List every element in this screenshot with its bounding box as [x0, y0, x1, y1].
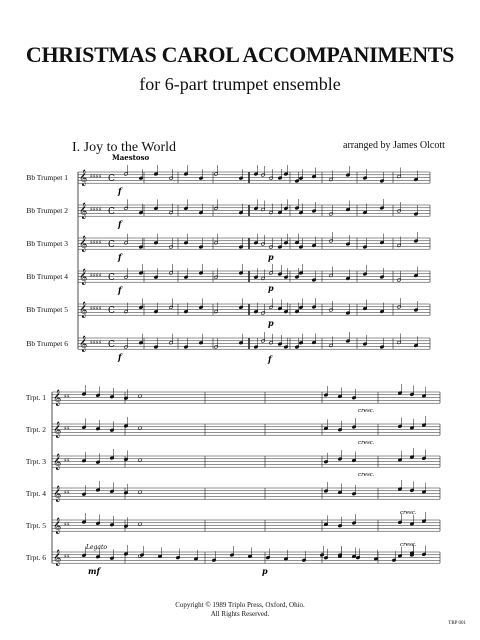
- treble-clef: 𝄞: [53, 390, 62, 406]
- cresc-marking: cresc.: [358, 472, 375, 478]
- copyright-notice: [0, 601, 480, 619]
- part-label: Bb Trumpet 5: [26, 305, 68, 314]
- dynamic-marking: f: [118, 186, 122, 196]
- dynamic-marking: p: [268, 318, 274, 328]
- dynamic-marking: p: [268, 252, 274, 262]
- dynamic-marking: mf: [88, 566, 100, 576]
- catalog-code: TRP 001: [448, 621, 466, 626]
- treble-clef: 𝄞: [79, 236, 88, 252]
- dynamic-marking: f: [118, 352, 122, 362]
- dynamic-marking: p: [268, 283, 274, 293]
- dynamic-marking: f: [268, 354, 272, 364]
- treble-clef: 𝄞: [79, 336, 88, 352]
- part-label: Bb Trumpet 2: [26, 206, 68, 215]
- page-subtitle: for 6-part trumpet ensemble: [139, 74, 341, 94]
- part-label: Trpt. 6: [25, 553, 46, 562]
- treble-clef: 𝄞: [79, 203, 88, 219]
- key-signature: ♯♯: [64, 425, 70, 432]
- treble-clef: 𝄞: [79, 269, 88, 285]
- key-signature: ♯♯♯♯: [90, 206, 102, 213]
- cresc-marking: cresc.: [400, 510, 417, 516]
- key-signature: ♯♯: [64, 521, 70, 528]
- key-signature: ♯♯♯♯: [90, 239, 102, 246]
- cresc-marking: cresc.: [400, 542, 417, 548]
- cresc-marking: cresc.: [358, 408, 375, 414]
- rights-line: All Rights Reserved.: [210, 610, 270, 618]
- key-signature: ♯♯♯♯: [90, 173, 102, 180]
- part-label: Trpt. 2: [25, 425, 46, 434]
- time-signature: C: [108, 240, 115, 250]
- dynamic-marking: p: [262, 566, 268, 576]
- arranger-credit: arranged by James Olcott: [343, 140, 445, 151]
- legato-marking: Legato: [86, 544, 107, 551]
- treble-clef: 𝄞: [53, 518, 62, 534]
- part-label: Bb Trumpet 3: [26, 239, 68, 248]
- key-signature: ♯♯♯♯: [90, 339, 102, 346]
- key-signature: ♯♯♯♯: [90, 272, 102, 279]
- time-signature: C: [108, 306, 115, 316]
- treble-clef: 𝄞: [53, 486, 62, 502]
- treble-clef: 𝄞: [53, 454, 62, 470]
- copyright-line: Copyright © 1989 Triplo Press, Oxford, Ohio.: [175, 601, 305, 609]
- key-signature: ♯♯: [64, 457, 70, 464]
- dynamic-marking: f: [118, 285, 122, 295]
- movement-title: I. Joy to the World: [72, 140, 176, 155]
- time-signature: C: [108, 174, 115, 184]
- tempo-marking: Maestoso: [112, 153, 150, 162]
- part-label: Trpt. 3: [25, 457, 46, 466]
- time-signature: C: [108, 340, 115, 350]
- part-label: Trpt. 1: [25, 393, 46, 402]
- key-signature: ♯♯: [64, 553, 70, 560]
- part-label: Bb Trumpet 4: [26, 272, 68, 281]
- time-signature: C: [108, 273, 115, 283]
- treble-clef: 𝄞: [79, 170, 88, 186]
- part-label: Bb Trumpet 1: [26, 173, 68, 182]
- key-signature: ♯♯♯♯: [90, 305, 102, 312]
- cresc-marking: cresc.: [358, 440, 375, 446]
- key-signature: ♯♯: [64, 393, 70, 400]
- part-label: Trpt. 4: [25, 489, 46, 498]
- treble-clef: 𝄞: [79, 302, 88, 318]
- page-title: CHRISTMAS CAROL ACCOMPANIMENTS: [25, 42, 455, 67]
- part-label: Trpt. 5: [25, 521, 46, 530]
- time-signature: C: [108, 207, 115, 217]
- treble-clef: 𝄞: [53, 550, 62, 566]
- part-label: Bb Trumpet 6: [26, 339, 68, 348]
- key-signature: ♯♯: [64, 489, 70, 496]
- treble-clef: 𝄞: [53, 422, 62, 438]
- dynamic-marking: f: [118, 219, 122, 229]
- dynamic-marking: f: [118, 252, 122, 262]
